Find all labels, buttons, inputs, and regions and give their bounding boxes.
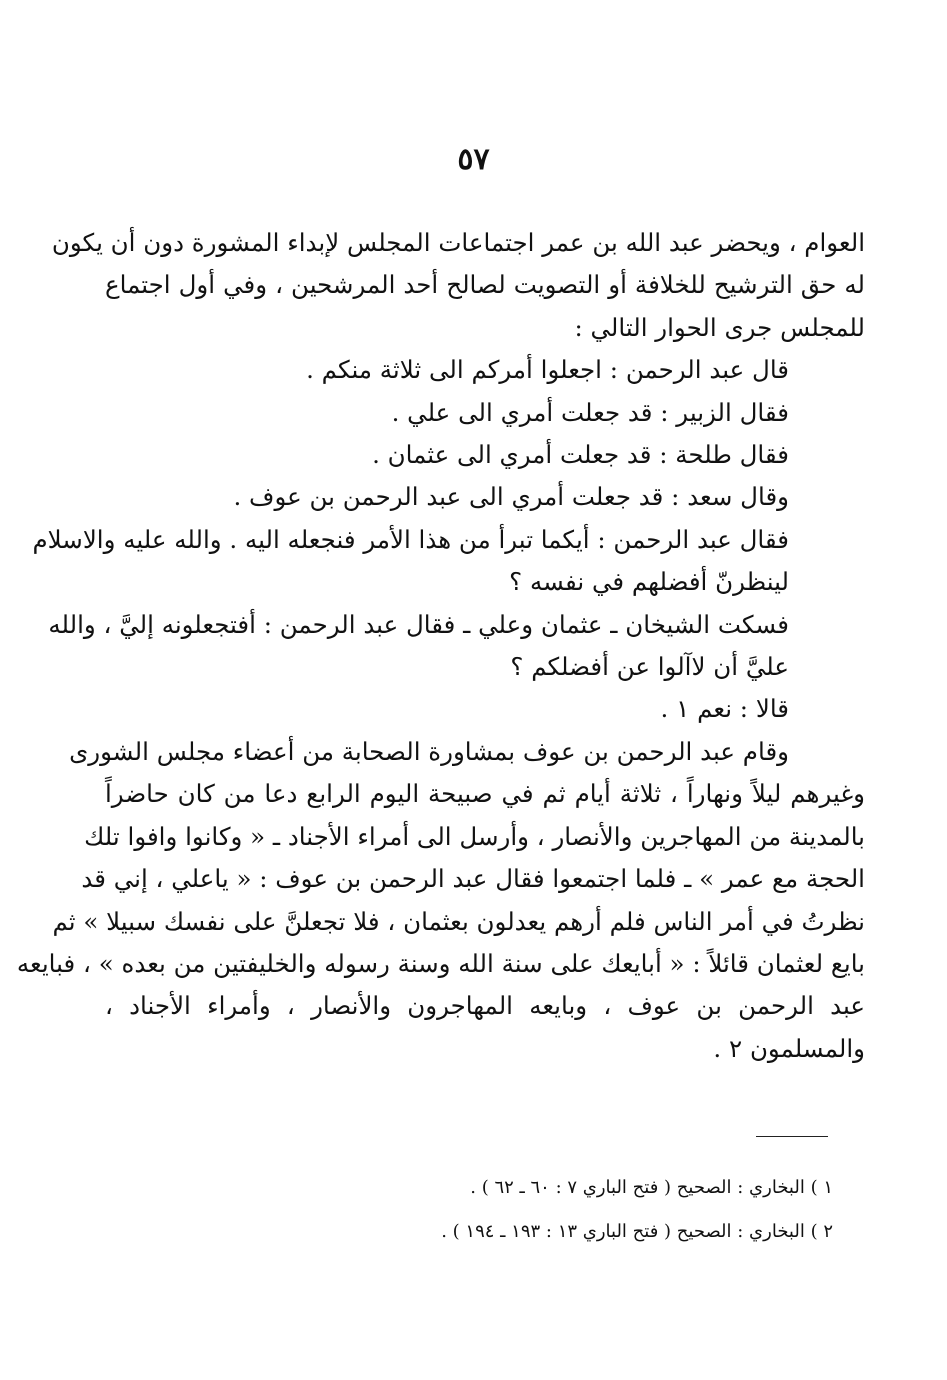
text-line: العوام ، ويحضر عبد الله بن عمر اجتماعات المجلس لإبداء المشورة دون أن يكون xyxy=(51,228,865,257)
dialogue-line: عليَّ أن لاآلوا عن أفضلكم ؟ xyxy=(510,652,789,682)
dialogue-line: فقال الزبير : قد جعلت أمري الى علي . xyxy=(391,397,789,427)
text-line: عبد الرحمن بن عوف ، وبايعه المهاجرون والأنصار ، وأمراء الأجناد ، xyxy=(105,991,865,1021)
dialogue-line: لينظرنّ أفضلهم في نفسه ؟ xyxy=(509,567,789,597)
dialogue-line: قال عبد الرحمن : اجعلوا أمركم الى ثلاثة منكم . xyxy=(306,355,789,385)
text-line: بالمدينة من المهاجرين والأنصار ، وأرسل الى أمراء الأجناد ـ « وكانوا وافوا تلك xyxy=(84,821,865,851)
text-line: وقام عبد الرحمن بن عوف بمشاورة الصحابة من أعضاء مجلس الشورى xyxy=(69,736,789,766)
text-line: للمجلس جرى الحوار التالي : xyxy=(574,312,865,342)
footnotes xyxy=(113,1166,833,1254)
text-line: له حق الترشيح للخلافة أو التصويت لصالح أحد المرشحين ، وفي أول اجتماع xyxy=(105,270,865,300)
dialogue-line: فسكت الشيخان ـ عثمان وعلي ـ فقال عبد الرحمن : أفتجعلونه إليَّ ، والله xyxy=(48,609,789,639)
text-line: وغيرهم ليلاً ونهاراً ، ثلاثة أيام ثم في صبيحة اليوم الرابع دعا من كان حاضراً xyxy=(105,779,865,809)
text-line: بايع لعثمان قائلاً : « أبايعك على سنة الله وسنة رسوله والخليفتين من بعده » ، فبايعه xyxy=(16,948,865,978)
main-text xyxy=(16,222,865,1070)
page-number: ٥٧ xyxy=(457,142,490,177)
dialogue-line: قالا : نعم ١ . xyxy=(660,694,789,724)
footnote-divider xyxy=(756,1136,828,1137)
text-line: الحجة مع عمر » ـ فلما اجتمعوا فقال عبد الرحمن بن عوف : « ياعلي ، إني قد xyxy=(81,864,865,894)
dialogue-line: وقال سعد : قد جعلت أمري الى عبد الرحمن بن عوف . xyxy=(233,482,789,512)
text-line: نظرتُ في أمر الناس فلم أرهم يعدلون بعثمان ، فلا تجعلنَّ على نفسك سبيلا » ثم xyxy=(52,906,865,936)
footnote: ١ ) البخاري : الصحيح ( فتح الباري ٧ : ٦٠ ـ ٦٢ ) . xyxy=(470,1177,833,1198)
dialogue-line: فقال طلحة : قد جعلت أمري الى عثمان . xyxy=(372,440,789,470)
text-line: والمسلمون ٢ . xyxy=(713,1033,865,1063)
dialogue-line: فقال عبد الرحمن : أيكما تبرأ من هذا الأمر فنجعله اليه . والله عليه والاسلام xyxy=(32,524,789,554)
footnote: ٢ ) البخاري : الصحيح ( فتح الباري ١٣ : ١٩٣ ـ ١٩٤ ) . xyxy=(441,1221,833,1242)
